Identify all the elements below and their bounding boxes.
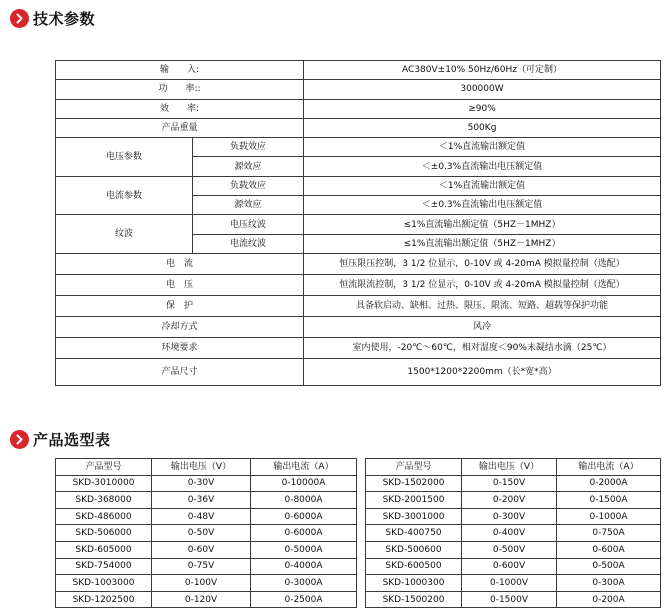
table-row <box>56 295 661 316</box>
table-row <box>56 508 357 525</box>
cell-current: 0-2500A <box>251 591 357 608</box>
spec-sublabel-current-load: 负载效应 <box>193 176 304 195</box>
cell-current: 0-6000A <box>251 525 357 542</box>
spec-label-current: 电 流 <box>56 253 304 274</box>
cell-current: 0-10000A <box>251 475 357 492</box>
cell-voltage: 0-400V <box>462 525 557 542</box>
cell-voltage: 0-48V <box>152 508 251 525</box>
spec-value-cooling: 风冷 <box>304 316 661 337</box>
cell-model: SKD-486000 <box>56 508 152 525</box>
table-row <box>56 541 357 558</box>
cell-current: 0-3000A <box>251 575 357 592</box>
cell-current: 0-750A <box>557 525 661 542</box>
spec-value-voltage-ripple: ≤1%直流输出额定值（5HZ－1MHZ） <box>304 215 661 234</box>
cell-voltage: 0-200V <box>462 492 557 509</box>
selection-table-left <box>55 458 357 608</box>
table-row <box>56 176 661 195</box>
cell-voltage: 0-36V <box>152 492 251 509</box>
cell-model: SKD-400750 <box>366 525 462 542</box>
spec-value-current: 恒压限压控制，3 1/2 位显示，0-10V 或 4-20mA 模拟量控制（选配） <box>304 253 661 274</box>
table-row <box>56 61 661 80</box>
table-row <box>366 591 661 608</box>
cell-current: 0-1000A <box>557 508 661 525</box>
cell-model: SKD-506000 <box>56 525 152 542</box>
column-header-voltage: 输出电压（V） <box>152 459 251 476</box>
spec-value-protection: 具备软启动、缺相、过热、限压、限流、短路、超载等保护功能 <box>304 295 661 316</box>
spec-value-current-load: ＜1%直流输出额定值 <box>304 176 661 195</box>
table-row <box>56 253 661 274</box>
spec-value-input: AC380V±10% 50Hz/60Hz（可定制） <box>304 61 661 80</box>
table-row <box>366 525 661 542</box>
table-row <box>56 575 357 592</box>
spec-sublabel-current-ripple: 电流纹波 <box>193 234 304 253</box>
table-row <box>56 475 357 492</box>
cell-model: SKD-500600 <box>366 541 462 558</box>
table-row <box>56 316 661 337</box>
spec-sublabel-voltage-load: 负载效应 <box>193 138 304 157</box>
spec-value-current-ripple: ≤1%直流输出额定值（5HZ－1MHZ） <box>304 234 661 253</box>
cell-current: 0-6000A <box>251 508 357 525</box>
cell-model: SKD-2001500 <box>366 492 462 509</box>
column-header-voltage: 输出电压（V） <box>462 459 557 476</box>
chevron-right-icon <box>10 430 29 449</box>
spec-value-current-source: ＜±0.3%直流输出电压额定值 <box>304 196 661 215</box>
chevron-right-icon <box>10 9 29 28</box>
table-header-row <box>56 459 357 476</box>
cell-model: SKD-1000300 <box>366 575 462 592</box>
cell-voltage: 0-60V <box>152 541 251 558</box>
cell-voltage: 0-75V <box>152 558 251 575</box>
table-row <box>56 337 661 358</box>
cell-voltage: 0-150V <box>462 475 557 492</box>
spec-value-environment: 室内使用，-20℃～60℃，相对湿度＜90%未凝结水滴（25℃） <box>304 337 661 358</box>
cell-current: 0-600A <box>557 541 661 558</box>
column-header-current: 输出电流（A） <box>557 459 661 476</box>
spec-sublabel-voltage-ripple: 电压纹波 <box>193 215 304 234</box>
cell-current: 0-8000A <box>251 492 357 509</box>
tech-spec-table <box>55 60 661 386</box>
cell-voltage: 0-1500V <box>462 591 557 608</box>
cell-model: SKD-600500 <box>366 558 462 575</box>
cell-current: 0-5000A <box>251 541 357 558</box>
section-title-tech: 技术参数 <box>33 10 96 28</box>
table-row <box>366 492 661 509</box>
cell-voltage: 0-1000V <box>462 575 557 592</box>
cell-model: SKD-3010000 <box>56 475 152 492</box>
table-row <box>56 118 661 137</box>
spec-sublabel-current-source: 源效应 <box>193 196 304 215</box>
table-row <box>56 215 661 234</box>
table-row <box>366 475 661 492</box>
table-row <box>56 492 357 509</box>
table-row <box>56 525 357 542</box>
cell-model: SKD-368000 <box>56 492 152 509</box>
spec-value-weight: 500Kg <box>304 118 661 137</box>
column-header-current: 输出电流（A） <box>251 459 357 476</box>
spec-label-environment: 环境要求 <box>56 337 304 358</box>
spec-label-input: 输 入: <box>56 61 304 80</box>
table-row <box>56 80 661 99</box>
cell-voltage: 0-100V <box>152 575 251 592</box>
selection-table-right <box>365 458 661 608</box>
cell-voltage: 0-30V <box>152 475 251 492</box>
table-row <box>56 99 661 118</box>
spec-label-voltage: 电 压 <box>56 274 304 295</box>
cell-voltage: 0-500V <box>462 541 557 558</box>
cell-model: SKD-3001000 <box>366 508 462 525</box>
cell-voltage: 0-120V <box>152 591 251 608</box>
column-header-model: 产品型号 <box>56 459 152 476</box>
spec-value-size: 1500*1200*2200mm（长*宽*高） <box>304 358 661 385</box>
spec-value-power: 300000W <box>304 80 661 99</box>
table-row <box>366 575 661 592</box>
spec-label-protection: 保 护 <box>56 295 304 316</box>
cell-model: SKD-1202500 <box>56 591 152 608</box>
cell-current: 0-4000A <box>251 558 357 575</box>
table-row <box>56 138 661 157</box>
section-header-tech <box>10 8 95 29</box>
section-header-select <box>10 429 111 450</box>
table-row <box>56 274 661 295</box>
spec-label-efficiency: 效 率: <box>56 99 304 118</box>
table-row <box>366 541 661 558</box>
spec-label-voltage-params: 电压参数 <box>56 138 193 177</box>
spec-value-voltage-load: ＜1%直流输出额定值 <box>304 138 661 157</box>
table-row <box>366 558 661 575</box>
column-header-model: 产品型号 <box>366 459 462 476</box>
cell-voltage: 0-300V <box>462 508 557 525</box>
spec-sublabel-voltage-source: 源效应 <box>193 157 304 176</box>
spec-value-voltage: 恒流限流控制，3 1/2 位显示，0-10V 或 4-20mA 模拟量控制（选配） <box>304 274 661 295</box>
cell-model: SKD-1500200 <box>366 591 462 608</box>
table-row <box>56 558 357 575</box>
cell-voltage: 0-50V <box>152 525 251 542</box>
table-row <box>366 508 661 525</box>
spec-label-size: 产品尺寸 <box>56 358 304 385</box>
cell-current: 0-2000A <box>557 475 661 492</box>
cell-voltage: 0-600V <box>462 558 557 575</box>
spec-label-ripple: 纹波 <box>56 215 193 254</box>
cell-current: 0-500A <box>557 558 661 575</box>
spec-label-cooling: 冷却方式 <box>56 316 304 337</box>
section-title-select: 产品选型表 <box>33 431 111 449</box>
table-header-row <box>366 459 661 476</box>
spec-label-weight: 产品重量 <box>56 118 304 137</box>
cell-model: SKD-605000 <box>56 541 152 558</box>
spec-value-voltage-source: ＜±0.3%直流输出电压额定值 <box>304 157 661 176</box>
table-row <box>56 358 661 385</box>
spec-value-efficiency: ≥90% <box>304 99 661 118</box>
table-row <box>56 591 357 608</box>
cell-current: 0-1500A <box>557 492 661 509</box>
cell-model: SKD-1003000 <box>56 575 152 592</box>
cell-current: 0-200A <box>557 591 661 608</box>
cell-model: SKD-1502000 <box>366 475 462 492</box>
cell-model: SKD-754000 <box>56 558 152 575</box>
cell-current: 0-300A <box>557 575 661 592</box>
spec-label-power: 功 率:: <box>56 80 304 99</box>
spec-label-current-params: 电流参数 <box>56 176 193 215</box>
